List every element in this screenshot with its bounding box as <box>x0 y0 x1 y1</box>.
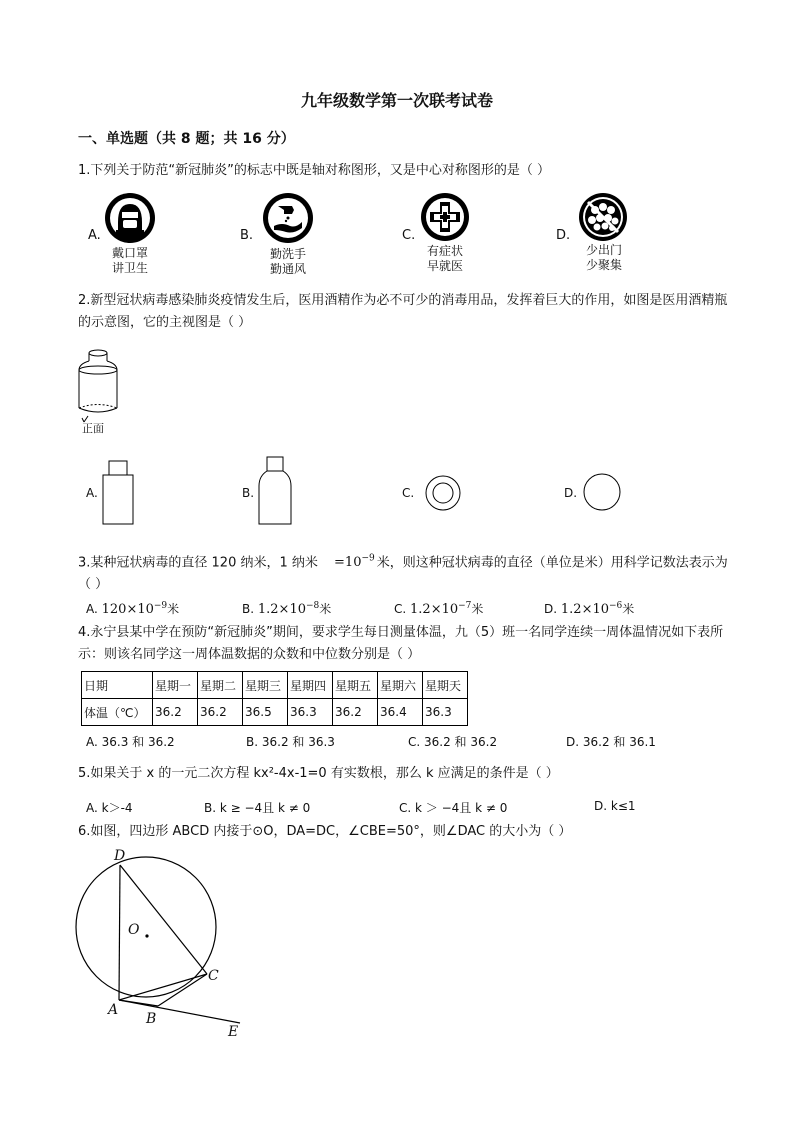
page-title: 九年级数学第一次联考试卷 <box>300 91 493 110</box>
caption-line: 早就医 <box>426 259 463 273</box>
q3-option-a <box>86 600 179 617</box>
q1-option-c-label: C. <box>402 228 416 243</box>
option-exponent: −8 <box>305 601 320 611</box>
q1-option-b-caption <box>258 247 318 277</box>
caption-line: 有症状 <box>426 244 463 258</box>
table-cell: 36.2 <box>333 699 378 726</box>
q5-option-c: C. k ＞ −4且 k ≠ 0 <box>399 801 508 815</box>
table-cell: 星期三 <box>243 672 288 699</box>
option-base: 1.2×10 <box>410 602 459 617</box>
table-cell: 36.3 <box>288 699 333 726</box>
nano-equation <box>334 555 375 570</box>
q4-option-a: A. 36.3 和 36.2 <box>86 735 175 749</box>
question-2-text: 2.新型冠状病毒感染肺炎疫情发生后，医用酒精作为必不可少的消毒用品，发挥着巨大的作用，如图是医用酒精瓶的示意图，它的主视图是（ ） <box>78 293 728 330</box>
q3-option-d <box>544 600 634 617</box>
option-exponent: −6 <box>609 601 623 611</box>
medical-cross-icon <box>420 192 470 246</box>
caption-line: 少聚集 <box>585 258 622 272</box>
point-a-label: A <box>108 1002 119 1018</box>
option-unit: 米 <box>471 602 484 616</box>
caption-line: 戴口罩 <box>111 246 148 260</box>
q1-option-a-label: A. <box>88 228 101 243</box>
table-cell: 体温（℃） <box>82 699 153 726</box>
table-row <box>82 699 468 726</box>
table-cell: 36.5 <box>243 699 288 726</box>
q1-option-b-label: B. <box>240 228 254 243</box>
circle-view <box>582 472 622 516</box>
option-label: A. <box>86 602 98 616</box>
question-6-text: 6.如图，四边形 ABCD 内接于⊙O，DA=DC，∠CBE=50°，则∠DAC 的大小为（ ） <box>78 824 572 839</box>
table-cell: 星期一 <box>153 672 198 699</box>
q3-option-b <box>242 600 331 617</box>
q5-option-b: B. k ≥ −4且 k ≠ 0 <box>204 801 311 815</box>
option-base: 120×10 <box>101 602 154 617</box>
caption-line: 少出门 <box>585 243 622 257</box>
q5-option-a: A. k＞-4 <box>86 801 133 815</box>
q2-option-a-label: A. <box>86 486 98 500</box>
q1-option-c-caption <box>415 244 475 274</box>
point-b-label: B <box>146 1011 157 1027</box>
temperature-table <box>81 671 468 726</box>
option-label: C. <box>394 602 407 616</box>
concentric-circles-view <box>424 474 462 516</box>
q2-option-c-label: C. <box>402 486 415 500</box>
table-cell: 星期六 <box>378 672 423 699</box>
q2-option-d-label: D. <box>564 486 578 500</box>
option-base: 1.2×10 <box>257 602 306 617</box>
q3-option-c <box>394 600 483 617</box>
table-cell: 星期五 <box>333 672 378 699</box>
caption-line: 勤通风 <box>269 262 306 276</box>
option-unit: 米 <box>319 602 332 616</box>
center-o-label: O <box>128 922 140 938</box>
question-4-text: 4.永宁县某中学在预防“新冠肺炎”期间，要求学生每日测量体温，九（5）班一名同学连续一周体温情况如下表所示：则该名同学这一周体温数据的众数和中位数分别是（ ） <box>78 625 724 662</box>
table-cell: 36.2 <box>198 699 243 726</box>
q3-text-part-a: 3.某种冠状病毒的直径 120 纳米，1 纳米 <box>78 555 318 571</box>
bottle-front-view-rounded <box>258 456 292 530</box>
nano-exponent: −9 <box>361 554 375 564</box>
hand-washing-icon <box>262 192 314 248</box>
point-c-label: C <box>208 968 219 984</box>
table-header-row <box>82 672 468 699</box>
table-cell: 36.4 <box>378 699 423 726</box>
table-cell: 36.2 <box>153 699 198 726</box>
q1-option-d-caption <box>574 243 634 273</box>
point-e-label: E <box>228 1024 239 1040</box>
bottle-front-view-square <box>102 460 134 530</box>
option-unit: 米 <box>622 602 635 616</box>
q4-option-d: D. 36.2 和 36.1 <box>566 735 656 749</box>
point-d-label: D <box>114 848 126 864</box>
caption-line: 讲卫生 <box>111 261 148 275</box>
q1-option-a-caption <box>100 246 160 276</box>
option-exponent: −9 <box>153 601 168 611</box>
question-5-text: 5.如果关于 x 的一元二次方程 kx²-4x-1=0 有实数根，那么 k 应满足的条件是（ ） <box>78 766 559 781</box>
option-base: 1.2×10 <box>560 602 609 617</box>
q5-option-d: D. k≤1 <box>594 799 636 813</box>
option-label: B. <box>242 602 255 616</box>
nano-base: =10 <box>334 555 362 571</box>
q4-option-c: C. 36.2 和 36.2 <box>408 735 498 749</box>
q1-option-d-label: D. <box>556 228 571 243</box>
circle-geometry-figure <box>70 846 250 1050</box>
table-cell: 星期四 <box>288 672 333 699</box>
table-cell: 星期二 <box>198 672 243 699</box>
front-label: 正面 <box>82 422 104 435</box>
q3-text-part-b: 米，则这种冠状病毒的直径（单位是米）用科学记数法表示为（ ） <box>78 555 728 593</box>
question-3-text <box>78 548 728 596</box>
caption-line: 勤洗手 <box>269 247 306 261</box>
option-exponent: −7 <box>458 601 472 611</box>
section-heading: 一、单选题（共 8 题；共 16 分） <box>78 131 295 147</box>
question-1-text: 1.下列关于防范“新冠肺炎”的标志中既是轴对称图形，又是中心对称图形的是（ ） <box>78 163 551 178</box>
option-unit: 米 <box>167 602 180 616</box>
option-label: D. <box>544 602 558 616</box>
crowd-icon <box>578 192 628 246</box>
q4-option-b: B. 36.2 和 36.3 <box>246 735 335 749</box>
mask-face-icon <box>104 192 156 248</box>
q2-option-b-label: B. <box>242 486 255 500</box>
table-cell: 星期天 <box>423 672 468 699</box>
table-cell: 日期 <box>82 672 153 699</box>
table-cell: 36.3 <box>423 699 468 726</box>
